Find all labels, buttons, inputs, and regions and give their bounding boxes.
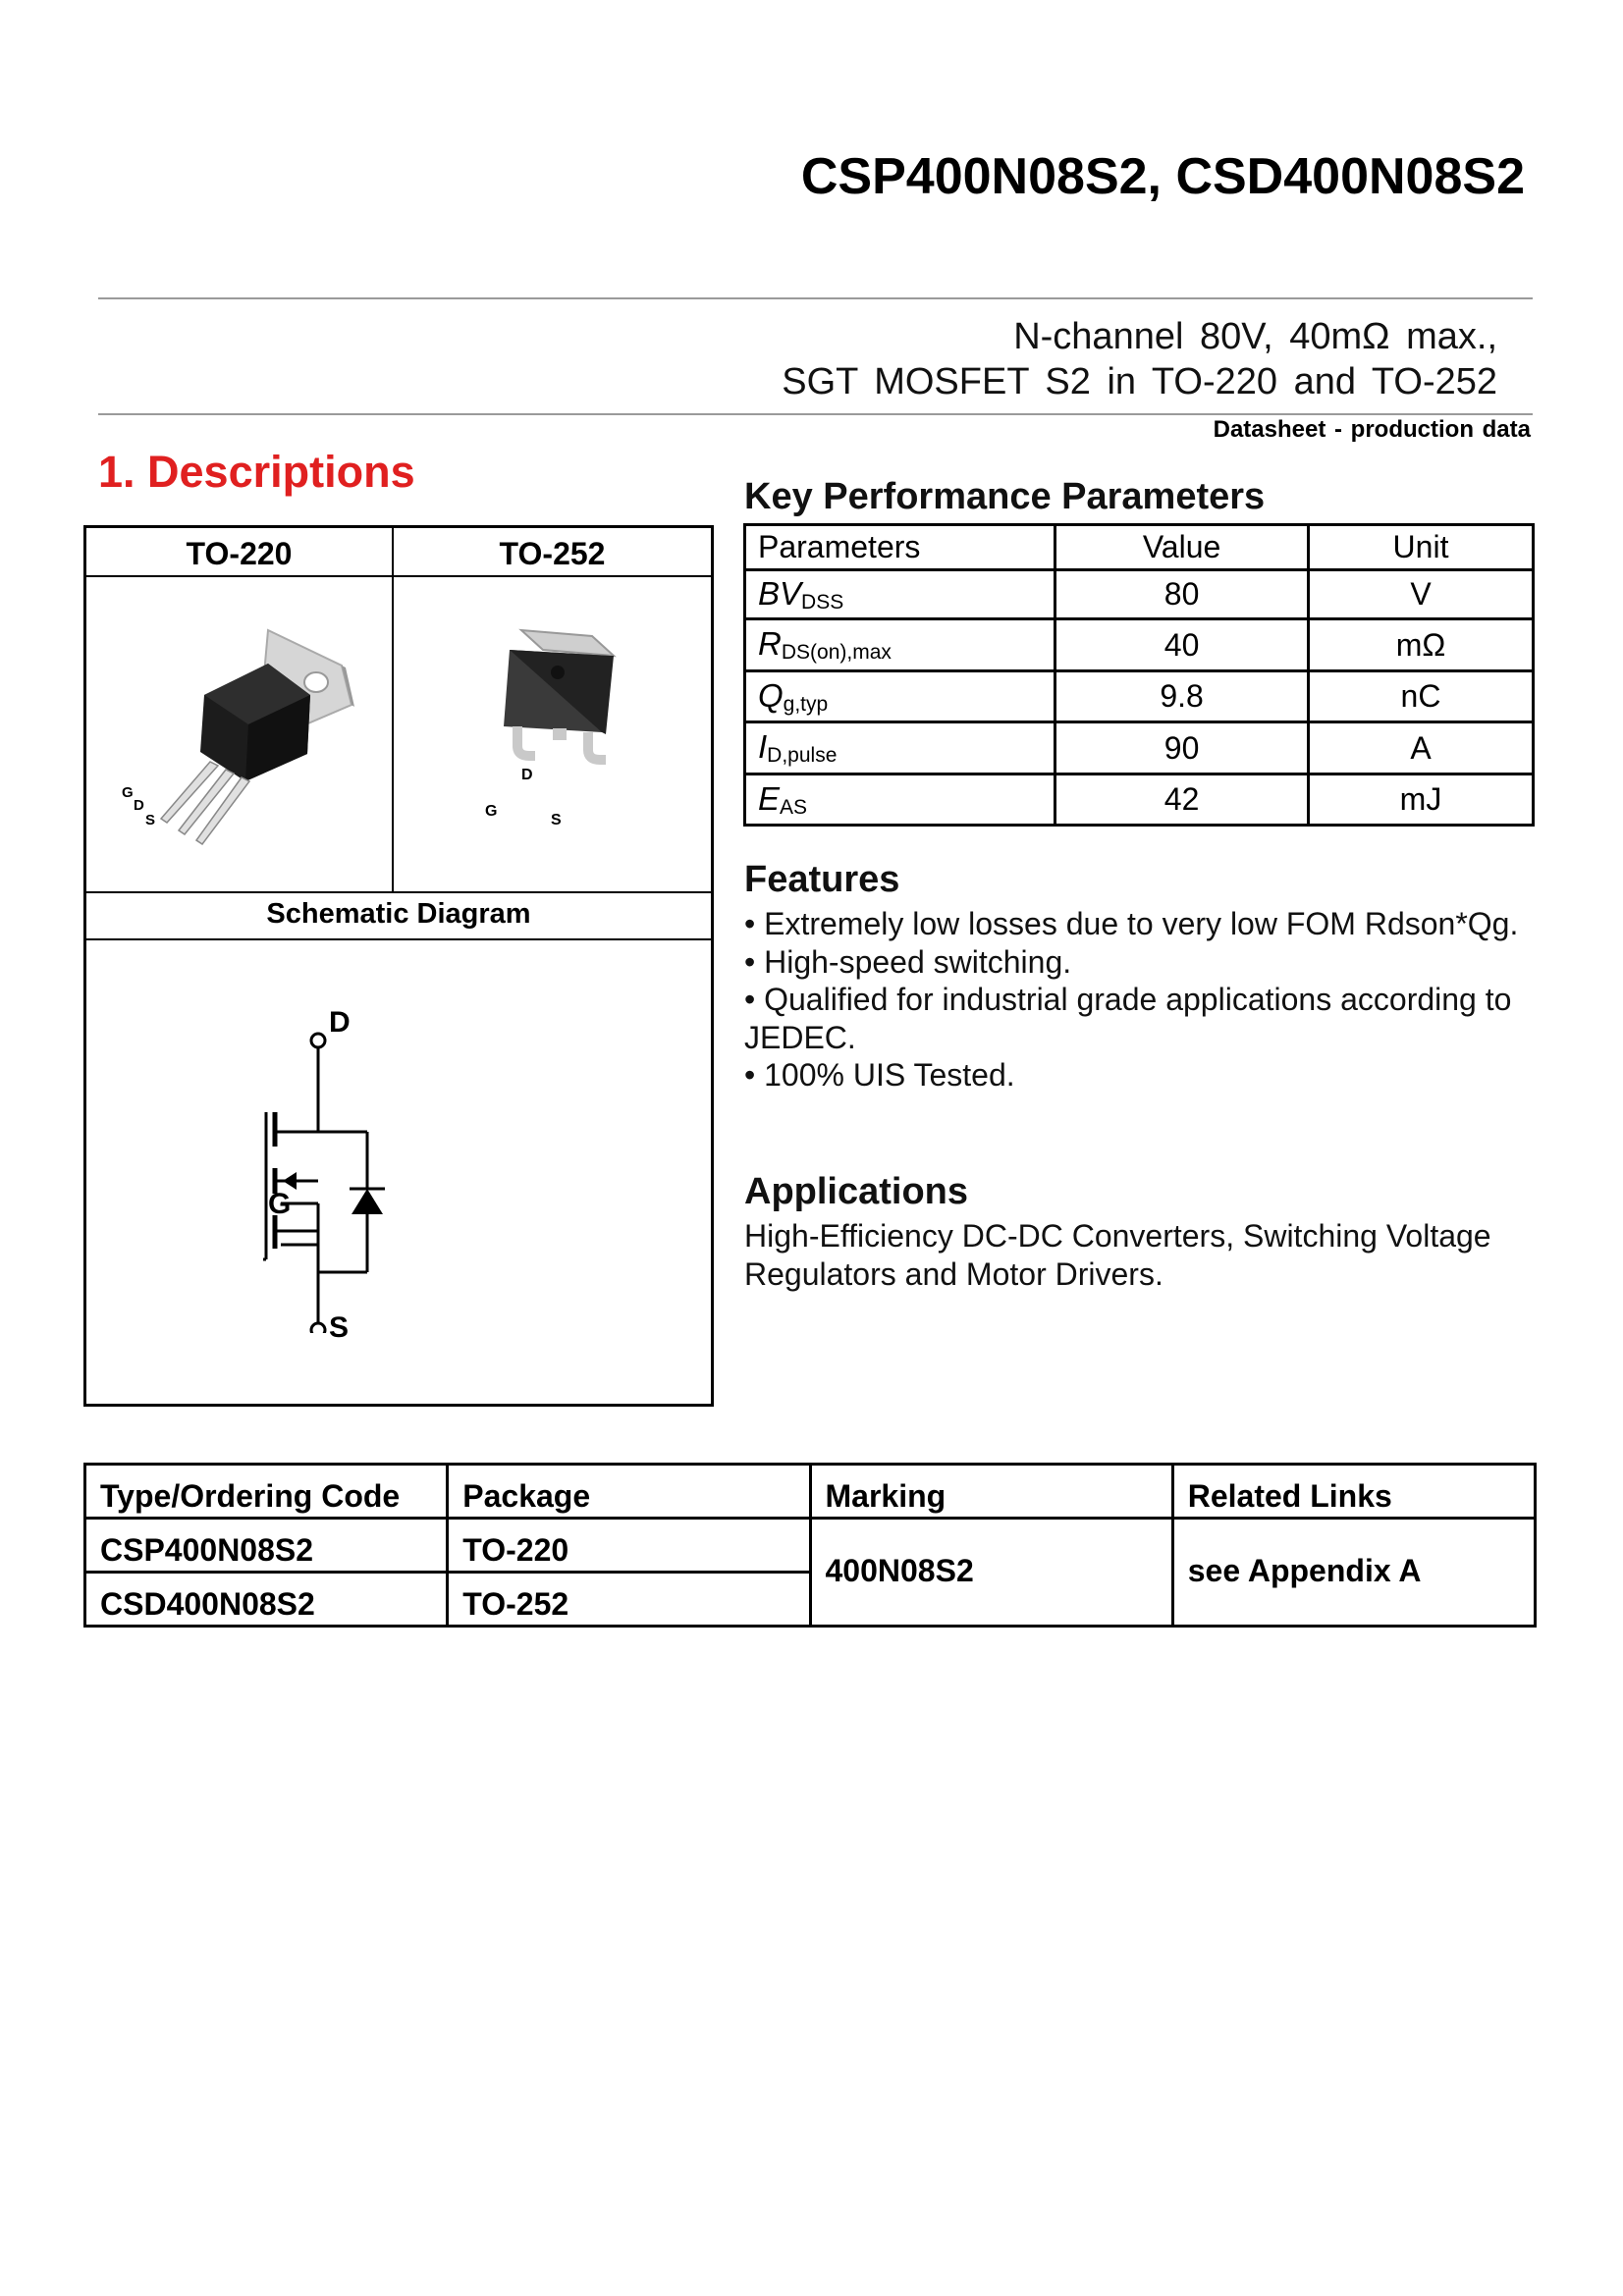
kpp-header-value: Value [1055, 525, 1309, 570]
kpp-param-symbol: R [758, 625, 782, 662]
features-title: Features [744, 859, 900, 900]
ordering-header-row [85, 1465, 1536, 1519]
ordering-package: TO-220 [448, 1519, 810, 1573]
ordering-header-package: Package [448, 1465, 810, 1519]
kpp-param-symbol: I [758, 728, 768, 765]
kpp-row [745, 570, 1534, 619]
kpp-row [745, 619, 1534, 671]
ordering-code: CSP400N08S2 [85, 1519, 448, 1573]
kpp-value: 90 [1055, 722, 1309, 774]
kpp-row [745, 722, 1534, 774]
ordering-table [83, 1463, 1537, 1628]
kpp-unit: mΩ [1309, 619, 1534, 671]
kpp-param-symbol: BV [758, 574, 802, 612]
kpp-param-subscript: AS [780, 795, 808, 819]
kpp-param-symbol: E [758, 779, 781, 817]
kpp-unit: V [1309, 570, 1534, 619]
ordering-code: CSD400N08S2 [85, 1573, 448, 1627]
subtitle-divider [98, 413, 1533, 415]
kpp-param [745, 619, 1055, 671]
kpp-row [745, 774, 1534, 826]
to252-pin-g: G [485, 803, 498, 820]
kpp-header-parameters: Parameters [745, 525, 1055, 570]
kpp-unit: A [1309, 722, 1534, 774]
feature-item: • Qualified for industrial grade applications according to JEDEC. [744, 982, 1512, 1055]
ordering-marking: 400N08S2 [810, 1519, 1172, 1627]
kpp-value: 40 [1055, 619, 1309, 671]
kpp-unit: mJ [1309, 774, 1534, 826]
kpp-value: 42 [1055, 774, 1309, 826]
package-box [83, 525, 714, 1407]
to252-pin-d: D [521, 767, 533, 783]
to252-label: TO-252 [499, 536, 606, 571]
kpp-row [745, 671, 1534, 722]
document-title: CSP400N08S2, CSD400N08S2 [800, 148, 1525, 205]
kpp-param [745, 570, 1055, 619]
kpp-param-subscript: DS(on),max [781, 641, 892, 664]
section-title: 1. Descriptions [98, 447, 415, 497]
subtitle-line-1: N-channel 80V, 40mΩ max., [1013, 316, 1497, 357]
ordering-related-link[interactable]: see Appendix A [1172, 1519, 1535, 1627]
header-divider [98, 297, 1533, 299]
kpp-value: 80 [1055, 570, 1309, 619]
feature-item: • High-speed switching. [744, 943, 1072, 980]
to220-pin-s: S [145, 812, 156, 828]
applications-title: Applications [744, 1171, 969, 1212]
kpp-param-subscript: D,pulse [767, 744, 838, 767]
schematic-pin-s: S [329, 1311, 350, 1344]
feature-item: • Extremely low losses due to very low FOM Rdson*Qg. [744, 906, 1519, 941]
to252-package-image [474, 616, 641, 803]
ordering-header-code: Type/Ordering Code [85, 1465, 448, 1519]
kpp-header-row [745, 525, 1534, 570]
kpp-value: 9.8 [1055, 671, 1309, 722]
features-list [744, 905, 1530, 1095]
datasheet-tagline: Datasheet - production data [1213, 416, 1531, 443]
to220-package-image [106, 587, 391, 881]
ordering-header-links: Related Links [1172, 1465, 1535, 1519]
subtitle-line-2: SGT MOSFET S2 in TO-220 and TO-252 [782, 361, 1497, 402]
feature-item: • 100% UIS Tested. [744, 1057, 1015, 1093]
kpp-unit: nC [1309, 671, 1534, 722]
kpp-param-subscript: g,typ [783, 692, 829, 716]
kpp-param [745, 722, 1055, 774]
applications-text: High-Efficiency DC-DC Converters, Switching Voltage Regulators and Motor Drivers. [744, 1218, 1491, 1292]
to220-label: TO-220 [186, 536, 293, 571]
document-subtitle [782, 314, 1497, 404]
mosfet-schematic-diagram [263, 999, 509, 1333]
kpp-param-symbol: Q [758, 676, 784, 714]
kpp-title: Key Performance Parameters [744, 476, 1266, 517]
kpp-param [745, 774, 1055, 826]
schematic-pin-d: D [329, 1006, 351, 1039]
schematic-label: Schematic Diagram [266, 898, 531, 930]
schematic-pin-g: G [268, 1188, 292, 1220]
kpp-param [745, 671, 1055, 722]
to220-pin-d: D [134, 797, 144, 814]
kpp-param-subscript: DSS [801, 590, 844, 614]
ordering-row [85, 1519, 1536, 1573]
ordering-package: TO-252 [448, 1573, 810, 1627]
to220-pin-g: G [122, 784, 134, 801]
kpp-header-unit: Unit [1309, 525, 1534, 570]
to252-pin-s: S [551, 812, 562, 828]
ordering-header-marking: Marking [810, 1465, 1172, 1519]
kpp-table [743, 523, 1535, 827]
